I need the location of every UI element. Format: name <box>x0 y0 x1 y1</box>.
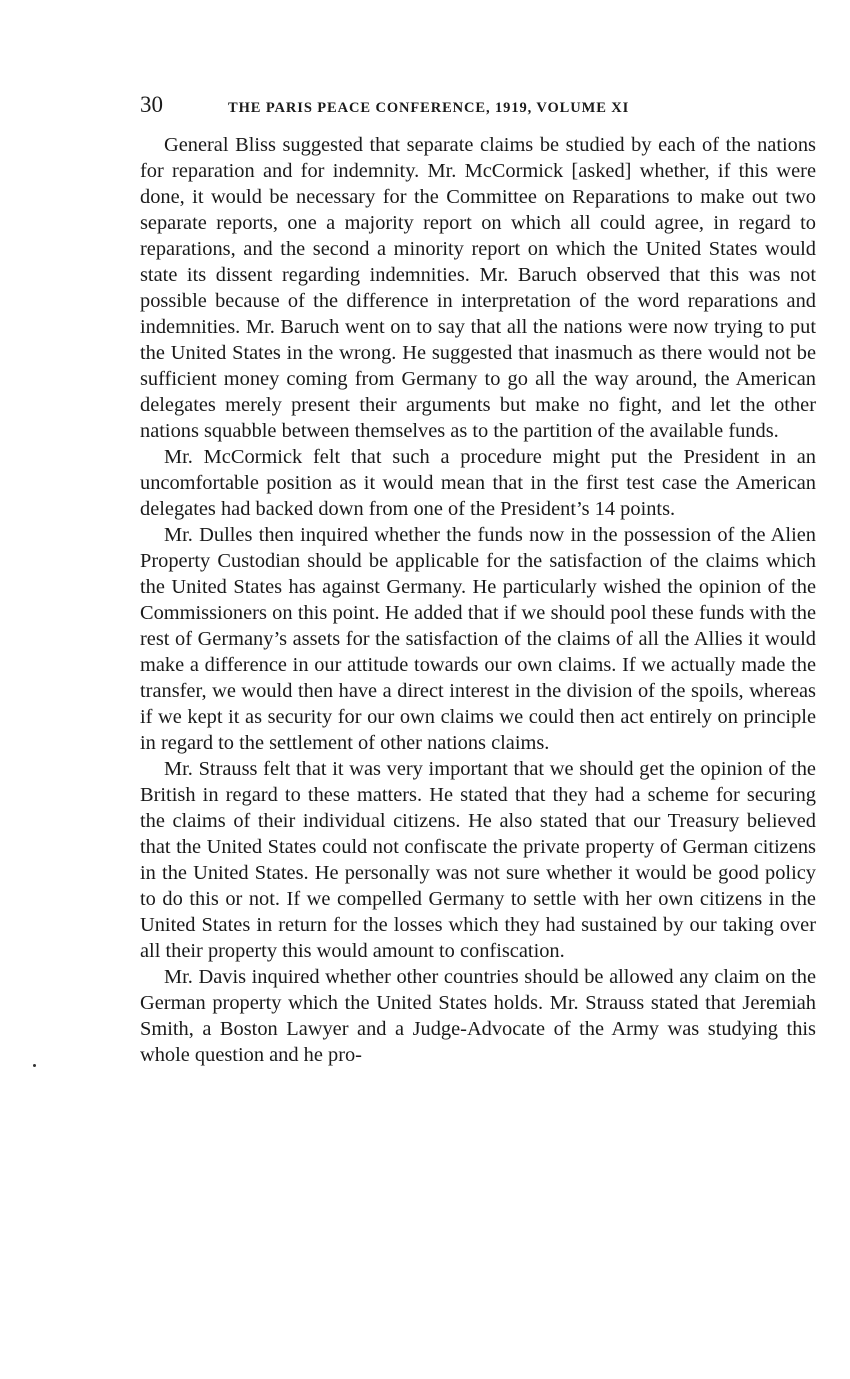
body-text <box>140 132 816 1068</box>
running-header <box>140 92 816 122</box>
paragraph: Mr. Dulles then inquired whether the funds now in the possession of the Alien Property Custodian should be applicable for the satisfaction of the claims which the United States has against Germany. He particularly wished the opinion of the Commissioners on this point. He added that if we should pool these funds with the rest of Germany’s assets for the satisfaction of the claims of all the Allies it would make a difference in our attitude towards our own claims. If we actually made the transfer, we would then have a direct interest in the division of the spoils, whereas if we kept it as security for our own claims we could then act entirely on principle in regard to the settlement of other nations claims. <box>140 524 816 754</box>
document-page <box>140 92 816 1068</box>
page-number: 30 <box>140 92 163 117</box>
paragraph: Mr. McCormick felt that such a procedure might put the President in an uncomfortable position as it would mean that in the first test case the American delegates had backed down from one of the President’s 14 points. <box>140 446 816 520</box>
paragraph: General Bliss suggested that separate claims be studied by each of the nations for reparation and for indemnity. Mr. McCormick [asked] whether, if this were done, it would be necessary for the Committee on Reparations to make out two separate reports, one a majority report on which all could agree, in regard to reparations, and the second a minority report on which the United States would state its dissent regarding indemnities. Mr. Baruch observed that this was not possible because of the difference in interpretation of the word reparations and indemnities. Mr. Baruch went on to say that all the nations were now trying to put the United States in the wrong. He suggested that inasmuch as there would not be sufficient money coming from Germany to go all the way around, the American delegates merely present their arguments but make no fight, and let the other nations squabble between themselves as to the partition of the available funds. <box>140 134 816 442</box>
running-title: THE PARIS PEACE CONFERENCE, 1919, VOLUME XI <box>228 100 630 116</box>
scan-speck <box>33 1064 36 1067</box>
paragraph: Mr. Strauss felt that it was very important that we should get the opinion of the British in regard to these matters. He stated that they had a scheme for securing the claims of their individual citizens. He also stated that our Treasury believed that the United States could not confiscate the private property of German citizens in the United States. He personally was not sure whether it would be good policy to do this or not. If we compelled Germany to settle with her own citizens in the United States in return for the losses which they had sustained by our taking over all their property this would amount to confiscation. <box>140 758 816 962</box>
paragraph: Mr. Davis inquired whether other countries should be allowed any claim on the German property which the United States holds. Mr. Strauss stated that Jeremiah Smith, a Boston Lawyer and a Judge-Advocate of the Army was studying this whole question and he pro- <box>140 966 816 1066</box>
